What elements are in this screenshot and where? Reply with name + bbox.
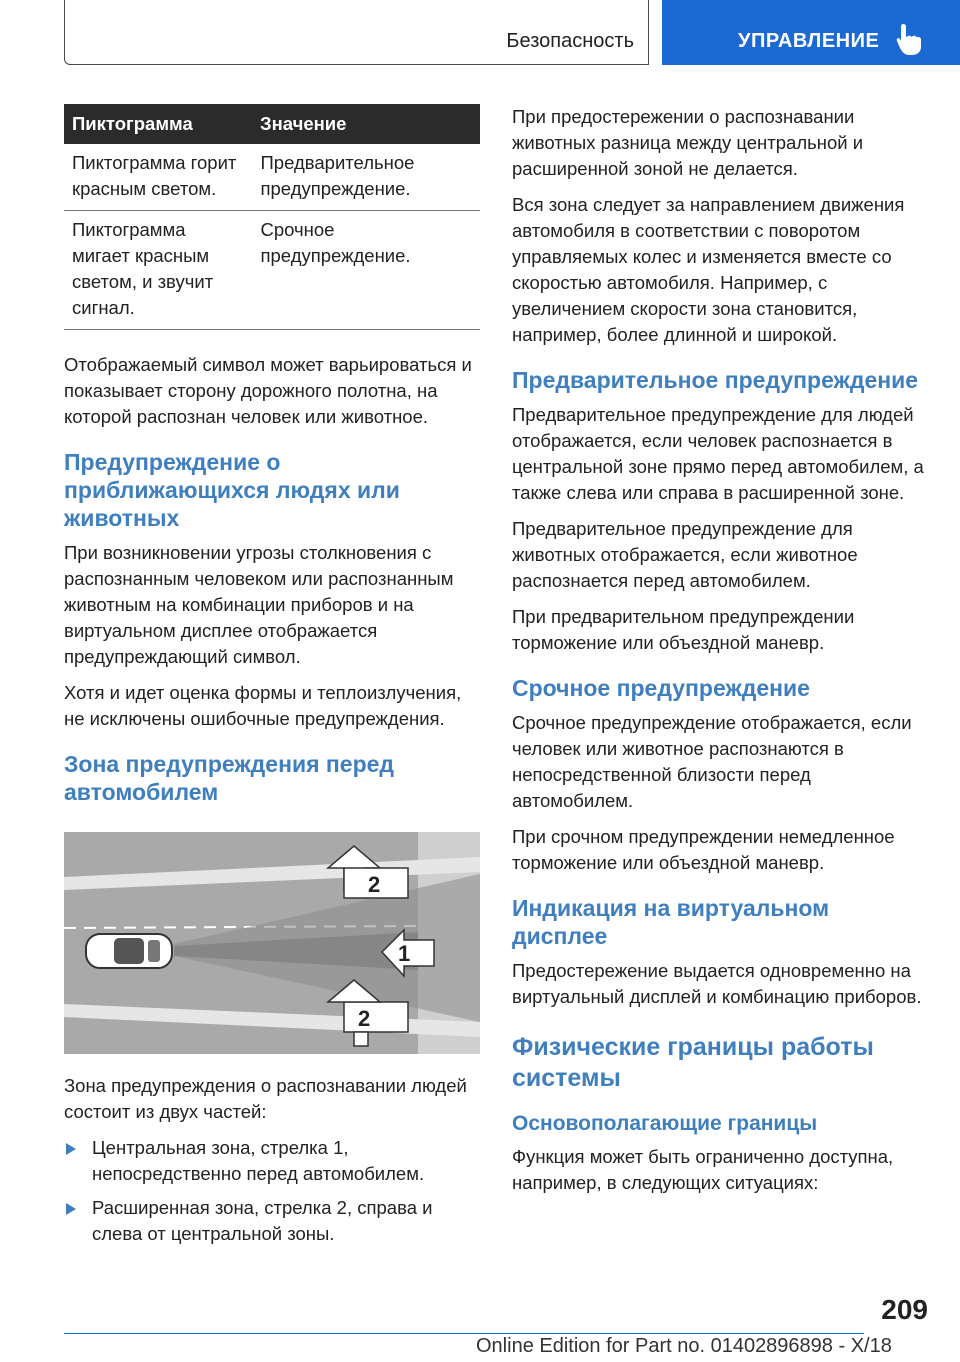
- paragraph: При срочном предупреждении немедленное торможение или объездной маневр.: [512, 826, 895, 873]
- paragraph: Хотя и идет оценка формы и теплоизлучения, не исключены ошибочные предупреждения.: [64, 682, 462, 729]
- table-header-meaning: Значение: [252, 104, 480, 144]
- table-row: [64, 211, 480, 330]
- section-heading: Предварительное предупреждение: [512, 367, 919, 393]
- paragraph: При возникновении угрозы столкновения с распознанным человеком или распознанным животным на комбинации приборов и на виртуальном дисплее отображается предупреждающий символ.: [64, 542, 454, 667]
- arrow-label: 2: [358, 1006, 371, 1031]
- section-heading: Зона предупреждения перед автомобилем: [64, 751, 395, 805]
- bullet-list: [64, 1135, 480, 1247]
- bullet-triangle-icon: [66, 1203, 76, 1215]
- header-section-box: [64, 0, 649, 65]
- paragraph: При предварительном предупреждении торможение или объездной маневр.: [512, 606, 855, 653]
- list-item: Центральная зона, стрелка 1, непосредственно перед автомобилем.: [64, 1135, 480, 1187]
- footer-divider: [64, 1333, 864, 1334]
- bullet-triangle-icon: [66, 1143, 76, 1155]
- pictogram-table: [64, 104, 480, 330]
- section-heading: Предупреждение о приближающихся людях или животных: [64, 449, 400, 531]
- warning-zone-diagram: [64, 832, 480, 1054]
- left-column: [64, 104, 480, 1257]
- chapter-heading: Физические границы работы системы: [512, 1033, 874, 1092]
- arrow-label: 1: [398, 941, 411, 966]
- hand-pointer-icon: [895, 22, 925, 56]
- table-row: [64, 144, 480, 211]
- table-cell-meaning: Предварительное предупреждение.: [252, 144, 480, 211]
- page-number: 209: [881, 1294, 928, 1325]
- arrow-label: 2: [368, 872, 381, 897]
- table-cell-pictogram: Пиктограмма горит красным светом.: [64, 144, 252, 211]
- paragraph: Срочное предупреждение отображается, если человек или животное распознаются в непосредственной близости перед автомобилем.: [512, 712, 912, 811]
- paragraph: Вся зона следует за направлением движения автомобиля в соответствии с поворотом управляемых колес и изменяется вместе со скоростью автомобиля. Например, с увеличением скорости зона становится, например, более длинной и широкой.: [512, 194, 905, 345]
- paragraph: При предостережении о распознавании животных разница между центральной и расширенной зоной не делается.: [512, 106, 864, 179]
- list-item: Расширенная зона, стрелка 2, справа и слева от центральной зоны.: [64, 1195, 480, 1247]
- footer-edition: Online Edition for Part no. 01402896898 - X/18: [476, 1335, 892, 1357]
- section-heading: Индикация на виртуальном дисплее: [512, 895, 830, 949]
- car-icon: [86, 934, 172, 968]
- paragraph: Отображаемый символ может варьироваться и показывает сторону дорожного полотна, на которой распознан человек или животное.: [64, 354, 472, 427]
- paragraph: Функция может быть ограниченно доступна, например, в следующих ситуациях:: [512, 1146, 894, 1193]
- table-header-pictogram: Пиктограмма: [64, 104, 252, 144]
- table-cell-meaning: Срочное предупреждение.: [252, 211, 480, 330]
- subsection-heading: Основополагающие границы: [512, 1112, 818, 1135]
- section-heading: Срочное предупреждение: [512, 675, 810, 701]
- header-section-title: Безопасность: [506, 30, 634, 52]
- header-chapter-title: УПРАВЛЕНИЕ: [738, 30, 880, 52]
- paragraph: Зона предупреждения о распознавании людей состоит из двух частей:: [64, 1075, 467, 1122]
- paragraph: Предостережение выдается одновременно на виртуальный дисплей и комбинацию приборов.: [512, 960, 922, 1007]
- right-column: [512, 104, 928, 1206]
- paragraph: Предварительное предупреждение для животных отображается, если животное распознается перед автомобилем.: [512, 518, 858, 591]
- paragraph: Предварительное предупреждение для людей отображается, если человек распознается в центральной зоне прямо перед автомобилем, а также слева или справа в расширенной зоне.: [512, 404, 924, 503]
- table-cell-pictogram: Пиктограмма мигает красным светом, и звучит сигнал.: [64, 211, 252, 330]
